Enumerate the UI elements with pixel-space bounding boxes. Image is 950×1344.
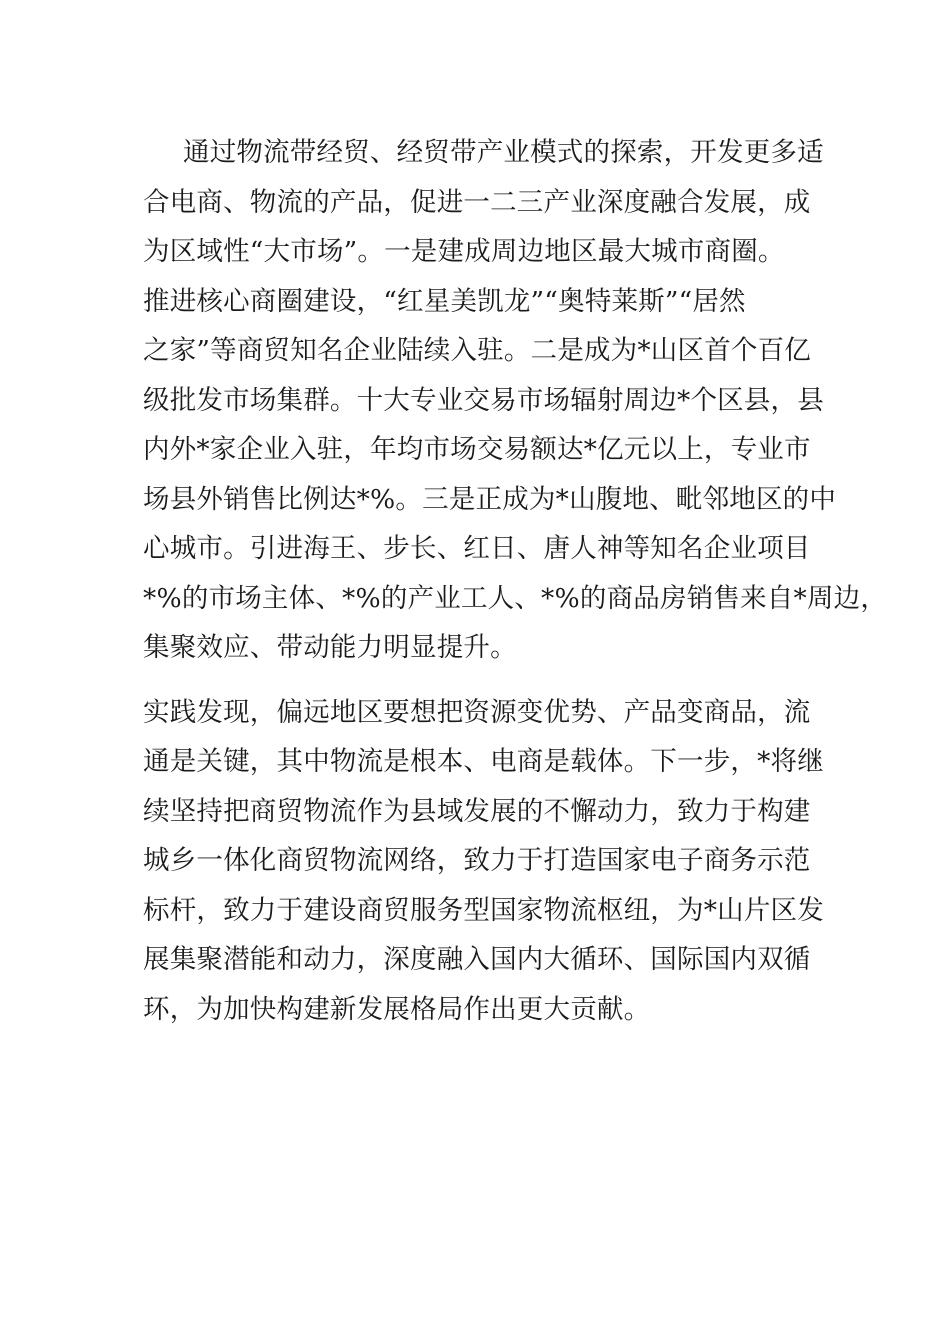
paragraph-line: 通是关键，其中物流是根本、电商是载体。下一步，*将继 [143, 746, 824, 777]
paragraph-line: 城乡一体化商贸物流网络，致力于打造国家电子商务示范 [143, 845, 811, 876]
paragraph-line: 通过物流带经贸、经贸带产业模式的探索，开发更多适 [183, 137, 824, 168]
paragraph-2 [143, 688, 824, 1035]
paragraph-line: 心城市。引进海王、步长、红日、唐人神等知名企业项目 [143, 533, 811, 564]
paragraph-1 [143, 128, 888, 673]
paragraph-line: *%的市场主体、*%的产业工人、*%的商品房销售来自*周边， [143, 582, 888, 614]
paragraph-line: 展集聚潜能和动力，深度融入国内大循环、国际国内双循 [143, 944, 811, 975]
paragraph-line: 续坚持把商贸物流作为县域发展的不懈动力，致力于构建 [143, 795, 811, 827]
paragraph-line: 内外*家企业入驻，年均市场交易额达*亿元以上，专业市 [143, 434, 811, 465]
paragraph-line: 标杆，致力于建设商贸服务型国家物流枢纽，为*山片区发 [143, 894, 824, 926]
paragraph-line: 合电商、物流的产品，促进一二三产业深度融合发展，成 [143, 186, 811, 218]
paragraph-spacer [143, 673, 813, 688]
paragraph-line: 集聚效应、带动能力明显提升。 [143, 632, 517, 663]
paragraph-line: 环，为加快构建新发展格局作出更大贡献。 [143, 993, 651, 1025]
paragraph-line: 级批发市场集群。十大专业交易市场辐射周边*个区县，县 [143, 384, 824, 416]
paragraph-line: 场县外销售比例达*%。三是正成为*山腹地、毗邻地区的中 [143, 483, 837, 515]
paragraph-line: 推进核心商圈建设，“红星美凯龙”“奥特莱斯”“居然 [143, 285, 746, 317]
document-body [143, 128, 888, 1034]
paragraph-line: 之家”等商贸知名企业陆续入驻。二是成为*山区首个百亿 [143, 335, 811, 366]
paragraph-line: 为区域性“大市场”。一是建成周边地区最大城市商圈。 [143, 236, 785, 267]
paragraph-line: 实践发现，偏远地区要想把资源变优势、产品变商品，流 [143, 696, 811, 728]
